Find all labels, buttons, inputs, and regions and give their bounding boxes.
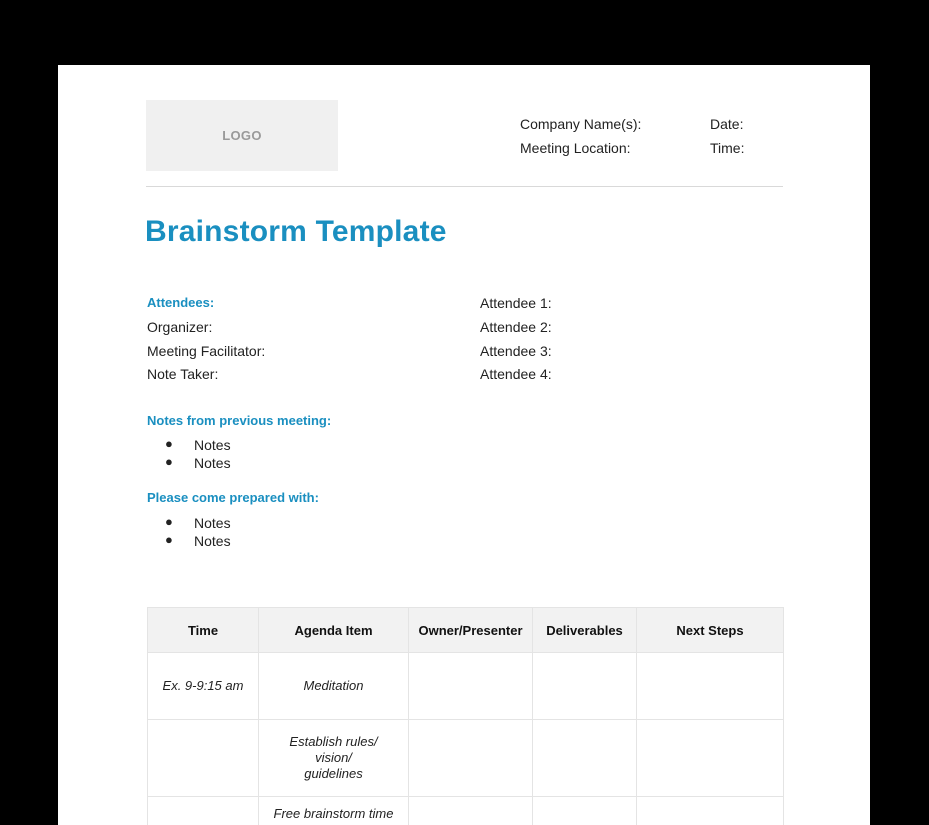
logo-placeholder: LOGO [146,100,338,171]
table-cell [148,720,259,797]
page-title: Brainstorm Template [145,215,447,248]
document-page: LOGO Company Name(s): Date: Meeting Location: Time: Brainstorm Template Attendees: Organizer: Meeting Facilitator: Note Taker: Attendee 1: Attendee 2: Attendee 3: Attendee 4: Notes from previous meeting: ● Notes ● Notes Please come prepared with: ● Notes ● Notes Time Agenda Item Owner/Presenter Deliverables Next Steps Ex. 9-9:15 am Meditation Establish rules/ vision/ guidelines Free brainstorm time [58,65,870,825]
table-cell [148,797,259,825]
previous-notes-heading: Notes from previous meeting: [147,413,332,428]
table-cell [409,720,533,797]
attendee-4-label: Attendee 4: [480,366,552,382]
table-header-row [148,608,784,653]
table-cell [409,653,533,720]
bullet-icon: ● [165,454,173,469]
column-header-time: Time [148,608,259,653]
note-taker-label: Note Taker: [147,366,219,382]
header-divider [146,186,783,187]
table-cell: Meditation [259,653,409,720]
table-cell [533,797,637,825]
table-row [148,653,784,720]
table-cell: Establish rules/ vision/ guidelines [259,720,409,797]
table-row [148,797,784,825]
bullet-icon: ● [165,514,173,529]
column-header-deliverables: Deliverables [533,608,637,653]
time-label: Time: [710,140,745,156]
column-header-next-steps: Next Steps [637,608,784,653]
attendee-2-label: Attendee 2: [480,319,552,335]
company-name-label: Company Name(s): [520,116,642,132]
attendee-3-label: Attendee 3: [480,343,552,359]
date-label: Date: [710,116,744,132]
table-cell: Ex. 9-9:15 am [148,653,259,720]
attendees-heading: Attendees: [147,295,215,310]
table-cell [533,653,637,720]
bullet-icon: ● [165,532,173,547]
table-row [148,720,784,797]
column-header-agenda-item: Agenda Item [259,608,409,653]
table-cell [409,797,533,825]
table-cell [637,720,784,797]
prepare-heading: Please come prepared with: [147,490,319,505]
attendee-1-label: Attendee 1: [480,295,552,311]
organizer-label: Organizer: [147,319,213,335]
table-cell [637,797,784,825]
table-cell: Free brainstorm time [259,797,409,825]
meeting-location-label: Meeting Location: [520,140,631,156]
table-cell [637,653,784,720]
facilitator-label: Meeting Facilitator: [147,343,266,359]
table-cell [533,720,637,797]
bullet-icon: ● [165,436,173,451]
column-header-owner: Owner/Presenter [409,608,533,653]
agenda-table [147,607,784,825]
